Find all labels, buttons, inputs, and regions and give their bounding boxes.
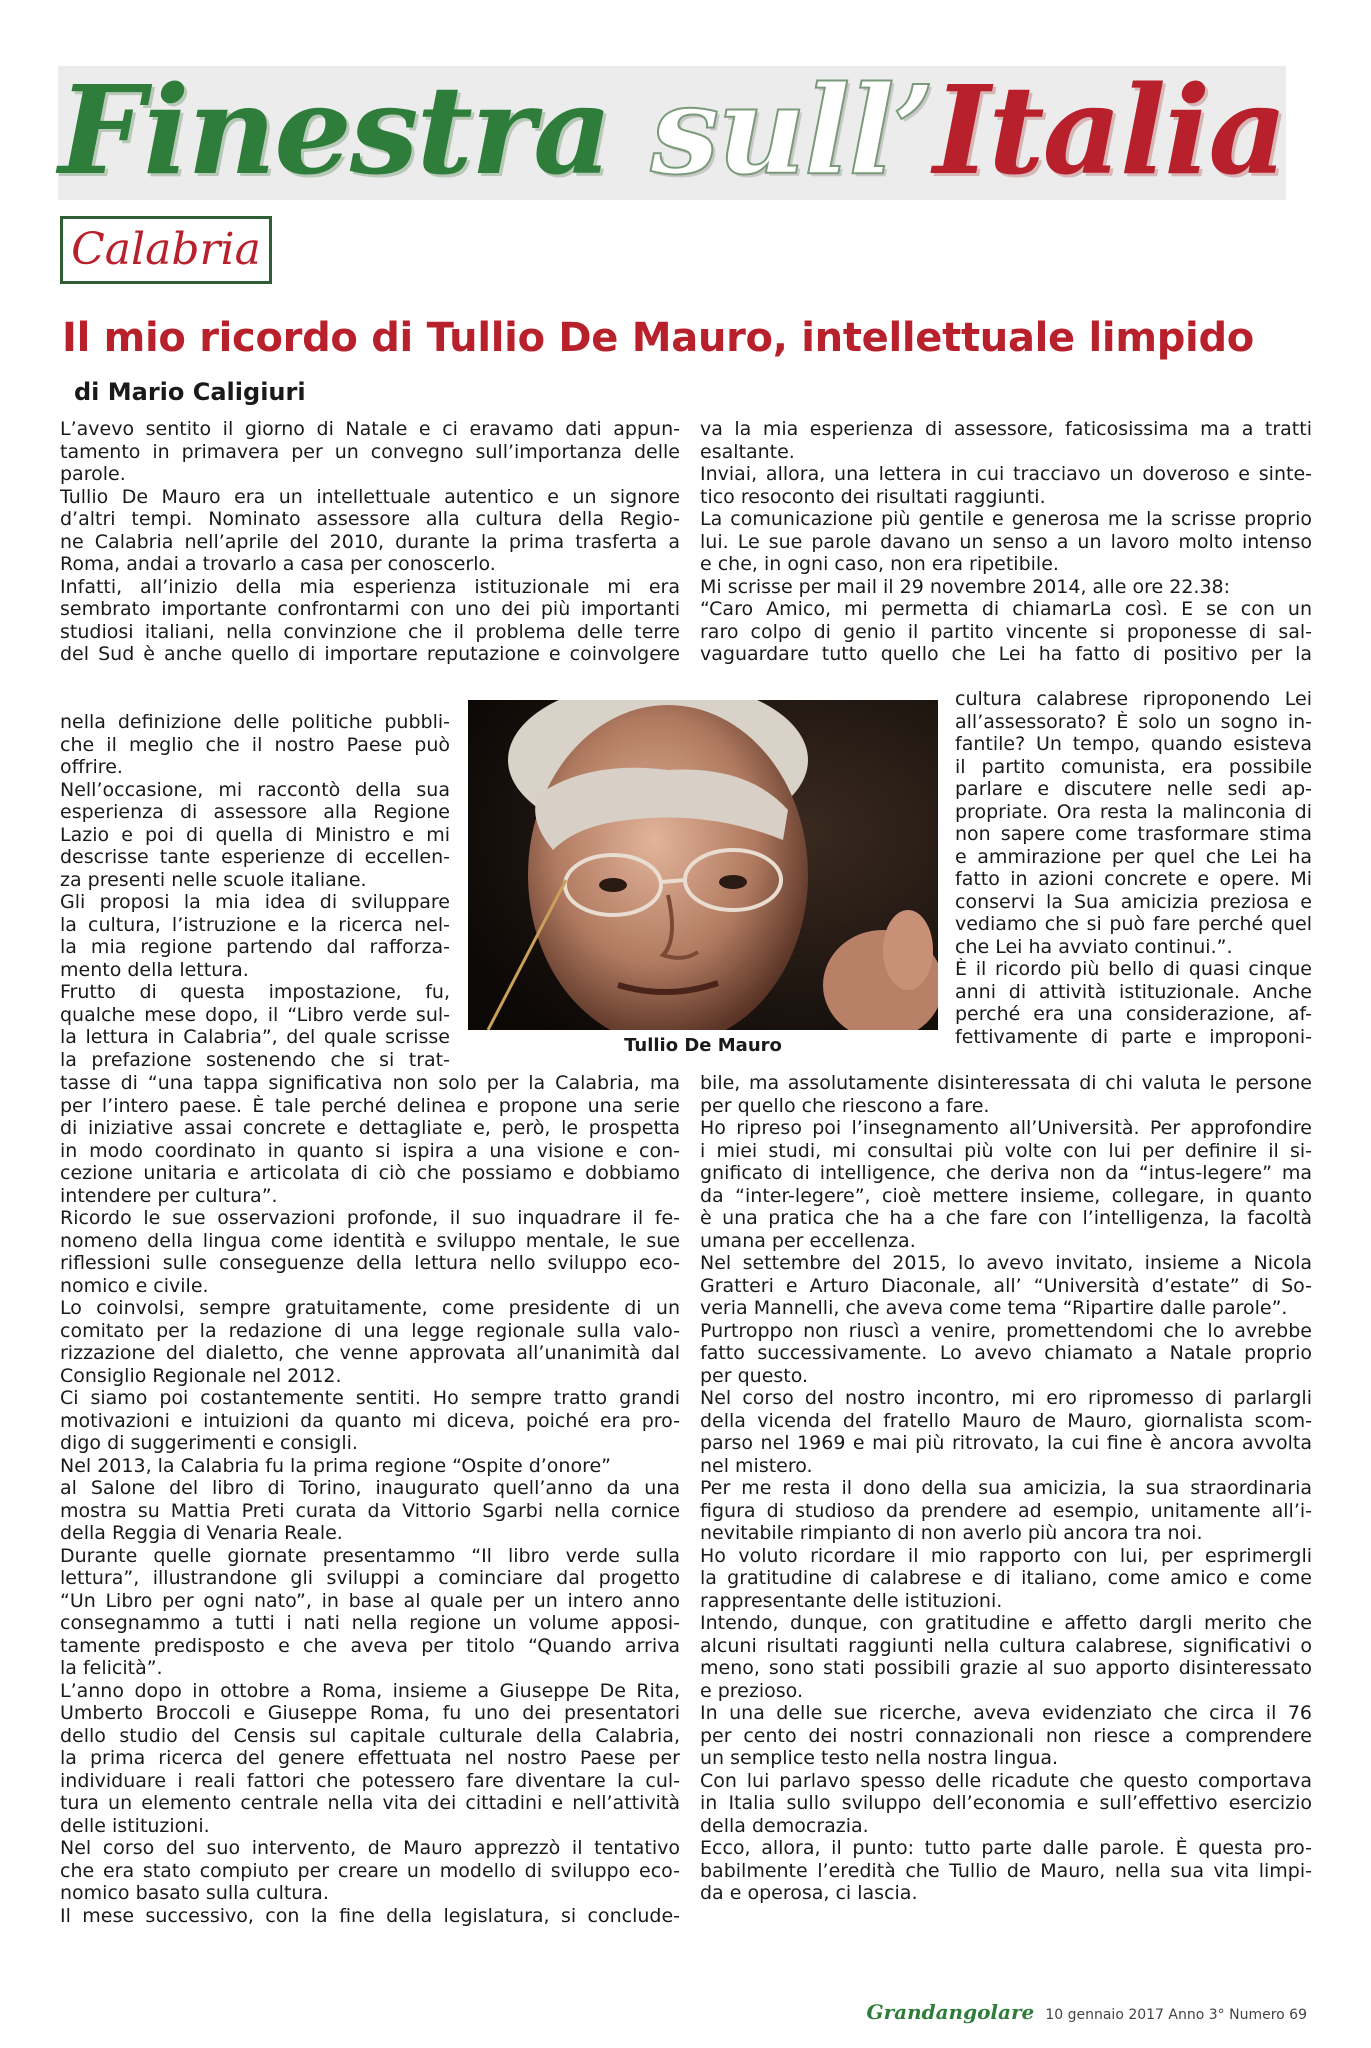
text-line: Nell’occasione, mi raccontò della sua: [60, 778, 450, 801]
portrait-photo: [468, 700, 938, 1030]
text-line: nomico e civile.: [60, 1274, 209, 1297]
text-line: Durante quelle giornate presentammo “Il libro verde sulla: [60, 1544, 680, 1567]
text-line: per quello che riescono a fare.: [700, 1094, 990, 1117]
right-column-bottom: [700, 1072, 1312, 1905]
text-line: la mia regione partendo dal rafforza-: [60, 936, 450, 958]
text-line: della Reggia di Venaria Reale.: [60, 1522, 343, 1544]
article-headline: Il mio ricordo di Tullio De Mauro, intellettuale limpido: [62, 315, 1254, 361]
text-line: sembrato importante confrontarmi con uno dei più importanti: [60, 598, 680, 620]
masthead-part-sull: sull’: [650, 58, 934, 202]
text-line: cultura calabrese riproponendo Lei: [955, 688, 1312, 710]
text-line: Purtroppo non riuscì a venire, promettendomi che lo avrebbe: [700, 1319, 1312, 1342]
text-line: Con lui parlavo spesso delle ricadute che questo comportava: [700, 1769, 1312, 1792]
text-line: parso nel 1969 e mai più ritrovato, la cui fine è ancora avvolta: [700, 1432, 1312, 1454]
text-line: lui. Le sue parole davano un senso a un lavoro molto intenso: [700, 530, 1312, 553]
section-label-box: [60, 216, 272, 284]
text-line: mostra su Mattia Preti curata da Vittorio Sgarbi nella cornice: [60, 1499, 680, 1522]
text-line: gnificato di intelligence, che deriva non da “intus-legere” ma: [700, 1162, 1312, 1184]
text-line: Tullio De Mauro era un intellettuale autentico e un signore: [60, 485, 680, 508]
right-column-wrap: [955, 688, 1312, 1048]
text-line: della vicenda del fratello Mauro de Mauro, giornalista scom-: [700, 1409, 1312, 1432]
text-line: Mi scrisse per mail il 29 novembre 2014, alle ore 22.38:: [700, 575, 1231, 598]
text-line: va la mia esperienza di assessore, faticosissima ma a tratti: [700, 418, 1312, 440]
text-line: la lettura in Calabria”, del quale scrisse: [60, 1026, 450, 1048]
text-line: per l’intero paese. È tale perché delinea e propone una serie: [60, 1094, 680, 1117]
text-line: consegnammo a tutti i nati nella regione un volume apposi-: [60, 1612, 680, 1634]
text-line: veria Mannelli, che aveva come tema “Ripartire dalle parole”.: [700, 1297, 1288, 1319]
text-line: fatto successivamente. Lo avevo chiamato a Natale proprio: [700, 1342, 1312, 1364]
text-line: che era stato compiuto per creare un modello di sviluppo eco-: [60, 1859, 680, 1882]
text-line: nomeno della lingua come identità e sviluppo mentale, le sue: [60, 1229, 680, 1252]
text-line: il partito comunista, era possibile: [955, 755, 1312, 778]
text-line: In una delle sue ricerche, aveva evidenziato che circa il 76: [700, 1702, 1312, 1724]
text-line: “Un Libro per ogni nato”, in base al quale per un intero anno: [60, 1589, 680, 1612]
masthead-part-italia: Italia: [933, 58, 1286, 202]
text-line: che Lei ha avviato continui.”.: [955, 935, 1233, 958]
text-line: umana per eccellenza.: [700, 1229, 916, 1252]
text-line: alcuni risultati raggiunti nella cultura calabrese, significativi o: [700, 1634, 1312, 1657]
text-line: figura di studioso da prendere ad esempio, unitamente all’i-: [700, 1499, 1312, 1522]
text-line: di iniziative assai concrete e dettagliate e, però, le prospetta: [60, 1117, 680, 1139]
text-line: qualche mese dopo, il “Libro verde sul-: [60, 1003, 450, 1026]
text-line: Gli proposi la mia idea di sviluppare: [60, 891, 450, 913]
text-line: raro colpo di genio il partito vincente si proponesse di sal-: [700, 620, 1312, 643]
text-line: nevitabile rimpianto di non averlo più ancora tra noi.: [700, 1522, 1203, 1544]
text-line: Nel 2013, la Calabria fu la prima regione “Ospite d’onore”: [60, 1454, 612, 1477]
text-line: rappresentante delle istituzioni.: [700, 1589, 1003, 1612]
text-line: delle istituzioni.: [60, 1814, 210, 1837]
text-line: la felicità”.: [60, 1657, 163, 1679]
photo-caption: Tullio De Mauro: [624, 1035, 782, 1056]
text-line: studiosi italiani, nella convinzione che il problema delle terre: [60, 620, 680, 643]
text-line: babilmente l’eredità che Tullio de Mauro, nella sua vita limpi-: [700, 1859, 1312, 1882]
text-line: ne Calabria nell’aprile del 2010, durante la prima trasferta a: [60, 530, 680, 553]
text-line: Inviai, allora, una lettera in cui tracciavo un doveroso e sinte-: [700, 463, 1312, 485]
text-line: tura un elemento centrale nella vita dei cittadini e nell’attività: [60, 1792, 680, 1814]
text-line: non sapere come trasformare stima: [955, 823, 1312, 845]
text-line: comitato per la redazione di una legge regionale sulla valo-: [60, 1319, 680, 1342]
text-line: Nel corso del nostro incontro, mi ero ripromesso di parlargli: [700, 1387, 1312, 1409]
page-footer: [867, 2000, 1308, 2024]
text-line: Ho ripreso poi l’insegnamento all’Università. Per approfondire: [700, 1117, 1312, 1139]
text-line: della democrazia.: [700, 1814, 869, 1837]
text-line: meno, sono stati possibili grazie al suo apporto disinteressato: [700, 1657, 1312, 1679]
text-line: la cultura, l’istruzione e la ricerca nel-: [60, 913, 450, 936]
text-line: Infatti, all’inizio della mia esperienza istituzionale mi era: [60, 575, 680, 598]
text-line: nel mistero.: [700, 1454, 813, 1477]
text-line: descrisse tante esperienze di eccellen-: [60, 846, 450, 868]
text-line: nella definizione delle politiche pubbli-: [60, 711, 450, 733]
text-line: riflessioni sulle conseguenze della lettura nello sviluppo eco-: [60, 1252, 680, 1274]
text-line: tamente predisposto e che aveva per titolo “Quando arriva: [60, 1634, 680, 1657]
text-line: Lo coinvolsi, sempre gratuitamente, come presidente di un: [60, 1297, 680, 1319]
text-line: Nel corso del suo intervento, de Mauro apprezzò il tentativo: [60, 1837, 680, 1859]
text-line: lettura”, illustrandone gli sviluppi a cominciare dal progetto: [60, 1567, 680, 1589]
text-line: Gratteri e Arturo Diaconale, all’ “Università d’estate” di So-: [700, 1274, 1312, 1297]
text-line: La comunicazione più gentile e generosa me la scrisse proprio: [700, 508, 1312, 530]
masthead-part-finestra: Finestra: [58, 58, 611, 202]
article-byline: di Mario Caligiuri: [74, 378, 306, 406]
text-line: al Salone del libro di Torino, inaugurato quell’anno da una: [60, 1477, 680, 1499]
left-column-top: [60, 418, 680, 666]
text-line: individuare i reali fattori che potessero fare diventare la cul-: [60, 1769, 680, 1792]
text-line: vediamo che si può fare perché quel: [955, 913, 1312, 935]
text-line: nomico basato sulla cultura.: [60, 1882, 329, 1904]
masthead-banner: [58, 58, 1286, 202]
portrait-illustration: [468, 700, 938, 1030]
text-line: Ricordo le sue osservazioni profonde, il suo inquadrare il fe-: [60, 1207, 680, 1229]
text-line: Ecco, allora, il punto: tutto parte dalle parole. È questa pro-: [700, 1837, 1312, 1859]
text-line: parlare e discutere nelle sedi ap-: [955, 778, 1312, 800]
text-line: Consiglio Regionale nel 2012.: [60, 1364, 342, 1387]
text-line: cezione unitaria e articolata di ciò che possiamo e dobbiamo: [60, 1162, 680, 1184]
text-line: Il mese successivo, con la fine della legislatura, si conclude-: [60, 1904, 680, 1927]
text-line: intendere per cultura”.: [60, 1184, 278, 1207]
text-line: del Sud è anche quello di importare reputazione e coinvolgere: [60, 643, 680, 665]
text-line: i miei studi, mi consultai più volte con lui per definire il si-: [700, 1139, 1312, 1162]
text-line: tamento in primavera per un convegno sull’importanza delle: [60, 440, 680, 463]
text-line: la prima ricerca del genere effettuata nel nostro Paese per: [60, 1747, 680, 1769]
text-line: Ho voluto ricordare il mio rapporto con lui, per esprimergli: [700, 1544, 1312, 1567]
text-line: fettivamente di parte e improponi-: [955, 1025, 1312, 1048]
text-line: Lazio e poi di quella di Ministro e mi: [60, 823, 450, 846]
text-line: da “inter-legere”, cioè mettere insieme, collegare, in quanto: [700, 1184, 1312, 1207]
text-line: Ci siamo poi costantemente sentiti. Ho sempre tratto grandi: [60, 1387, 680, 1409]
text-line: È il ricordo più bello di quasi cinque: [955, 958, 1312, 980]
text-line: parole.: [60, 463, 126, 485]
text-line: Frutto di questa impostazione, fu,: [60, 981, 450, 1003]
text-line: in Italia sullo sviluppo dell’economia e sull’effettivo esercizio: [700, 1792, 1312, 1814]
masthead-title: [58, 60, 1286, 200]
text-line: dello studio del Censis sul capitale culturale della Calabria,: [60, 1724, 680, 1747]
text-line: motivazioni e intuizioni da quanto mi diceva, poiché era pro-: [60, 1409, 680, 1432]
text-line: all’assessorato? È solo un sogno in-: [955, 710, 1312, 733]
section-label: Calabria: [71, 224, 261, 275]
text-line: propriate. Ora resta la malinconia di: [955, 800, 1312, 823]
text-line: Umberto Broccoli e Giuseppe Roma, fu uno dei presentatori: [60, 1702, 680, 1724]
text-line: perché era una considerazione, af-: [955, 1003, 1312, 1025]
text-line: rizzazione del dialetto, che venne approvata all’unanimità dal: [60, 1342, 680, 1364]
text-line: Roma, andai a trovarlo a casa per conoscerlo.: [60, 553, 496, 575]
text-line: digo di suggerimenti e consigli.: [60, 1432, 358, 1454]
text-line: e prezioso.: [700, 1679, 803, 1702]
left-column-wrap: [60, 711, 450, 1071]
text-line: e ammirazione per quel che Lei ha: [955, 845, 1312, 868]
text-line: bile, ma assolutamente disinteressata di chi valuta le persone: [700, 1072, 1312, 1094]
text-line: la prefazione sostenendo che si trat-: [60, 1048, 450, 1071]
text-line: L’avevo sentito il giorno di Natale e ci eravamo dati appun-: [60, 418, 680, 440]
text-line: L’anno dopo in ottobre a Roma, insieme a Giuseppe De Rita,: [60, 1679, 680, 1702]
text-line: in modo coordinato in quanto si ispira a una visione e con-: [60, 1139, 680, 1162]
text-line: “Caro Amico, mi permetta di chiamarLa così. E se con un: [700, 598, 1312, 620]
text-line: fatto in azioni concrete e opere. Mi: [955, 868, 1312, 890]
text-line: per questo.: [700, 1364, 809, 1387]
right-column-top: [700, 418, 1312, 666]
text-line: Per me resta il dono della sua amicizia, la sua straordinaria: [700, 1477, 1312, 1499]
text-line: Nel settembre del 2015, lo avevo invitato, insieme a Nicola: [700, 1252, 1312, 1274]
text-line: tico resoconto dei risultati raggiunti.: [700, 485, 1046, 508]
text-line: la gratitudine di calabrese e di italiano, come amico e come: [700, 1567, 1312, 1589]
left-column-bottom: [60, 1072, 680, 1927]
text-line: esaltante.: [700, 440, 795, 463]
footer-brand: Grandangolare: [866, 2000, 1035, 2024]
text-line: vaguardare tutto quello che Lei ha fatto di positivo per la: [700, 643, 1312, 665]
text-line: un semplice testo nella nostra lingua.: [700, 1747, 1059, 1769]
text-line: za presenti nelle scuole italiane.: [60, 868, 367, 891]
text-line: da e operosa, ci lascia.: [700, 1882, 918, 1904]
text-line: è una pratica che ha a che fare con l’intelligenza, la facoltà: [700, 1207, 1312, 1229]
text-line: Intendo, dunque, con gratitudine e affetto dargli merito che: [700, 1612, 1312, 1634]
text-line: esperienza di assessore alla Regione: [60, 801, 450, 823]
text-line: mento della lettura.: [60, 958, 249, 981]
text-line: conservi la Sua amicizia preziosa e: [955, 890, 1312, 913]
text-line: anni di attività istituzionale. Anche: [955, 980, 1312, 1003]
text-line: che il meglio che il nostro Paese può: [60, 733, 450, 756]
text-line: fantile? Un tempo, quando esisteva: [955, 733, 1312, 755]
text-line: e che, in ogni caso, non era ripetibile.: [700, 553, 1059, 575]
text-line: offrire.: [60, 756, 123, 778]
text-line: d’altri tempi. Nominato assessore alla cultura della Regio-: [60, 508, 680, 530]
text-line: per cento dei nostri connazionali non riesce a comprendere: [700, 1724, 1312, 1747]
footer-issue: 10 gennaio 2017 Anno 3° Numero 69: [1045, 2007, 1307, 2023]
text-line: tasse di “una tappa significativa non solo per la Calabria, ma: [60, 1072, 680, 1094]
